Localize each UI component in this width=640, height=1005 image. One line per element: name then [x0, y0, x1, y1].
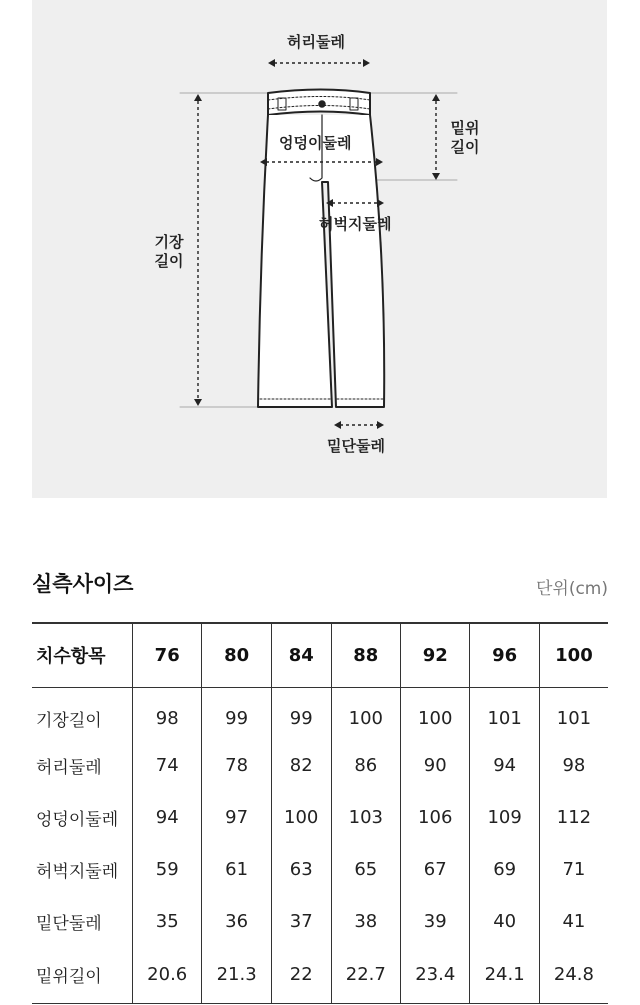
table-cell: 22: [271, 947, 331, 1003]
section-title: 실측사이즈: [32, 572, 134, 596]
table-cell: 74: [133, 739, 202, 791]
table-cell: 65: [331, 843, 400, 895]
table-cell: 106: [401, 791, 470, 843]
size-table: [32, 622, 608, 1004]
row-label: 엉덩이둘레: [36, 809, 119, 830]
table-cell: 24.1: [470, 947, 539, 1003]
table-cell: 82: [271, 739, 331, 791]
table-cell: 67: [401, 843, 470, 895]
length-label-line1: 기장: [154, 233, 184, 251]
table-cell: 99: [202, 687, 271, 739]
row-label: 허벅지둘레: [36, 861, 119, 882]
header-cell-item: 치수항목: [32, 623, 133, 687]
table-cell: 97: [202, 791, 271, 843]
hem-label: 밑단둘레: [327, 437, 385, 455]
table-row: [32, 687, 608, 739]
header-cell-size: 80: [202, 623, 271, 687]
table-cell: 98: [133, 687, 202, 739]
table-cell: 98: [539, 739, 608, 791]
thigh-label: 허벅지둘레: [319, 215, 392, 233]
rise-label: [448, 119, 482, 157]
header-cell-size: 100: [539, 623, 608, 687]
header-cell-size: 96: [470, 623, 539, 687]
table-cell: 69: [470, 843, 539, 895]
table-cell: 22.7: [331, 947, 400, 1003]
table-cell: 100: [271, 791, 331, 843]
hip-label: 엉덩이둘레: [279, 134, 352, 152]
rise-label-line2: 길이: [450, 138, 480, 156]
table-cell: 90: [401, 739, 470, 791]
table-cell: 61: [202, 843, 271, 895]
table-cell: 86: [331, 739, 400, 791]
header-cell-size: 92: [401, 623, 470, 687]
table-cell: 78: [202, 739, 271, 791]
header-cell-size: 88: [331, 623, 400, 687]
table-cell: 100: [331, 687, 400, 739]
rise-label-line1: 밑위: [450, 119, 480, 137]
table-cell: 38: [331, 895, 400, 947]
table-cell: 94: [470, 739, 539, 791]
table-cell: 101: [539, 687, 608, 739]
table-header-row: [32, 623, 608, 687]
table-row: [32, 843, 608, 895]
table-cell: 20.6: [133, 947, 202, 1003]
table-cell: 71: [539, 843, 608, 895]
unit-label: 단위(cm): [535, 579, 608, 599]
pants-illustration: [32, 0, 607, 498]
table-row: [32, 947, 608, 1003]
length-label: [152, 233, 186, 271]
waist-label: 허리둘레: [287, 33, 345, 51]
row-label: 밑단둘레: [36, 913, 102, 934]
table-cell: 112: [539, 791, 608, 843]
table-cell: 94: [133, 791, 202, 843]
table-cell: 109: [470, 791, 539, 843]
table-cell: 23.4: [401, 947, 470, 1003]
table-cell: 35: [133, 895, 202, 947]
table-cell: 101: [470, 687, 539, 739]
table-cell: 21.3: [202, 947, 271, 1003]
table-cell: 99: [271, 687, 331, 739]
table-cell: 59: [133, 843, 202, 895]
table-cell: 103: [331, 791, 400, 843]
table-row: [32, 739, 608, 791]
header-cell-size: 84: [271, 623, 331, 687]
table-cell: 37: [271, 895, 331, 947]
table-row: [32, 791, 608, 843]
table-cell: 24.8: [539, 947, 608, 1003]
table-cell: 100: [401, 687, 470, 739]
row-label: 기장길이: [36, 710, 102, 731]
row-label: 허리둘레: [36, 757, 102, 778]
table-cell: 39: [401, 895, 470, 947]
table-cell: 63: [271, 843, 331, 895]
table-cell: 36: [202, 895, 271, 947]
size-guide-diagram: [32, 0, 607, 498]
row-label: 밑위길이: [32, 947, 133, 1003]
header-cell-size: 76: [133, 623, 202, 687]
table-cell: 40: [470, 895, 539, 947]
length-label-line2: 길이: [154, 252, 184, 270]
table-cell: 41: [539, 895, 608, 947]
table-row: [32, 895, 608, 947]
